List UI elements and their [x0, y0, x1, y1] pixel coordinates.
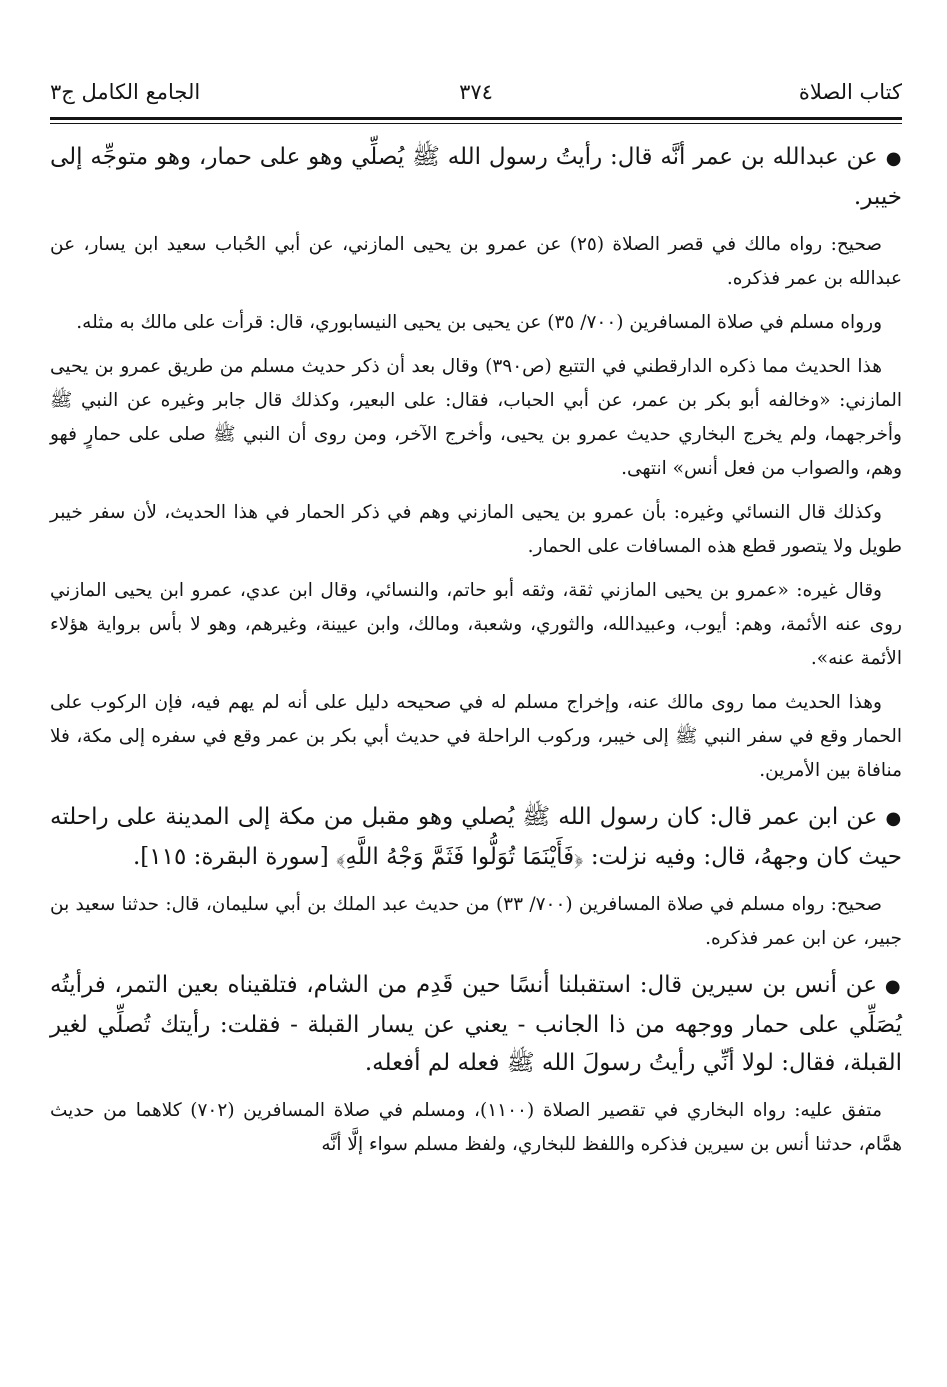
page-body	[50, 138, 902, 1172]
book-title: الجامع الكامل ج٣	[50, 80, 201, 104]
commentary-paragraph: وقال غيره: «عمرو بن يحيى المازني ثقة، وثقه أبو حاتم، والنسائي، وقال ابن عدي، عمرو ابن يحيى المازني روى عنه الأئمة، وهم: أيوب، وعبيدالله، والثوري، وشعبة، ومالك، وابن عيينة، وغيرهم، وهو لا بأس برواية هؤلاء الأئمة عنه».	[50, 580, 902, 669]
commentary-paragraph: صحيح: رواه مالك في قصر الصلاة (٢٥) عن عمرو بن يحيى المازني، عن أبي الحُباب سعيد ابن يسار، عن عبدالله بن عمر فذكره.	[50, 234, 902, 289]
hadith-paragraph	[50, 138, 902, 216]
hadith-paragraph	[50, 966, 902, 1082]
hadith-paragraph	[50, 798, 902, 876]
commentary-paragraph: وهذا الحديث مما روى مالك عنه، وإخراج مسلم له في صحيحه دليل على أنه لم يهم فيه، فإن الركوب على الحمار وقع في سفر النبي ﷺ إلى خيبر، وركوب الراحلة في حديث أبي بكر بن عمر وقع في سفره إلى مكة، فلا منافاة بين الأمرين.	[50, 692, 902, 781]
hadith-text: عن ابن عمر قال: كان رسول الله ﷺ يُصلي وهو مقبل من مكة إلى المدينة على راحلته حيث كان وجههُ، قال: وفيه نزلت: ﴿فَأَيْنَمَا تُوَلُّوا فَثَمَّ وَجْهُ اللَّهِ﴾ [سورة البقرة: ١١٥].	[50, 804, 902, 870]
commentary-paragraph: هذا الحديث مما ذكره الدارقطني في التتبع (ص٣٩٠) وقال بعد أن ذكر حديث مسلم من طريق عمرو بن يحيى المازني: «وخالفه أبو بكر بن عمر، عن أبي الحباب، فقال: على البعير، وكذلك قال جابر وغيره عن النبي ﷺ وأخرجهما، ولم يخرج البخاري حديث عمرو بن يحيى، وأخرج الآخر، ومن روى أن النبي ﷺ صلى على حمارٍ فهو وهم، والصواب من فعل أنس» انتهى.	[50, 356, 902, 479]
bullet-icon: ●	[885, 148, 902, 169]
commentary-paragraph: صحيح: رواه مسلم في صلاة المسافرين (٧٠٠/ ٣٣) من حديث عبد الملك بن أبي سليمان، قال: حدثنا سعيد بن جبير، عن ابن عمر فذكره.	[50, 894, 902, 949]
commentary-paragraph: ورواه مسلم في صلاة المسافرين (٧٠٠/ ٣٥) عن يحيى بن يحيى النيسابوري، قال: قرأت على مالك به مثله.	[76, 312, 882, 333]
commentary-paragraph: متفق عليه: رواه البخاري في تقصير الصلاة (١١٠٠)، ومسلم في صلاة المسافرين (٧٠٢) كلاهما من حديث همَّام، حدثنا أنس بن سيرين فذكره واللفظ للبخاري، ولفظ مسلم سواء إلَّا أنَّه	[50, 1100, 902, 1155]
hadith-text: عن عبدالله بن عمر أنَّه قال: رأيتُ رسول الله ﷺ يُصلِّي وهو على حمار، وهو متوجِّه إلى خيبر.	[50, 144, 902, 210]
bullet-icon: ●	[885, 808, 902, 829]
header-rule-thin	[50, 123, 902, 124]
header-rule-thick	[50, 117, 902, 120]
bullet-icon: ●	[884, 976, 902, 997]
hadith-text: عن أنس بن سيرين قال: استقبلنا أنسًا حين قَدِم من الشام، فتلقيناه بعين التمر، فرأيتُه يُصَلِّي على حمار ووجهه من ذا الجانب - يعني عن يسار القبلة - فقلت: رأيتك تُصلِّي لغير القبلة، فقال: لولا أنِّي رأيتُ رسولَ الله ﷺ فعله لم أفعله.	[50, 972, 902, 1076]
commentary-paragraph: وكذلك قال النسائي وغيره: بأن عمرو بن يحيى المازني وهم في ذكر الحمار في هذا الحديث، لأن سفر خيبر طويل ولا يتصور قطع هذه المسافات على الحمار.	[50, 502, 902, 557]
page-header	[50, 80, 902, 120]
section-title: كتاب الصلاة	[798, 80, 902, 104]
page-number: ٣٧٤	[459, 80, 493, 104]
